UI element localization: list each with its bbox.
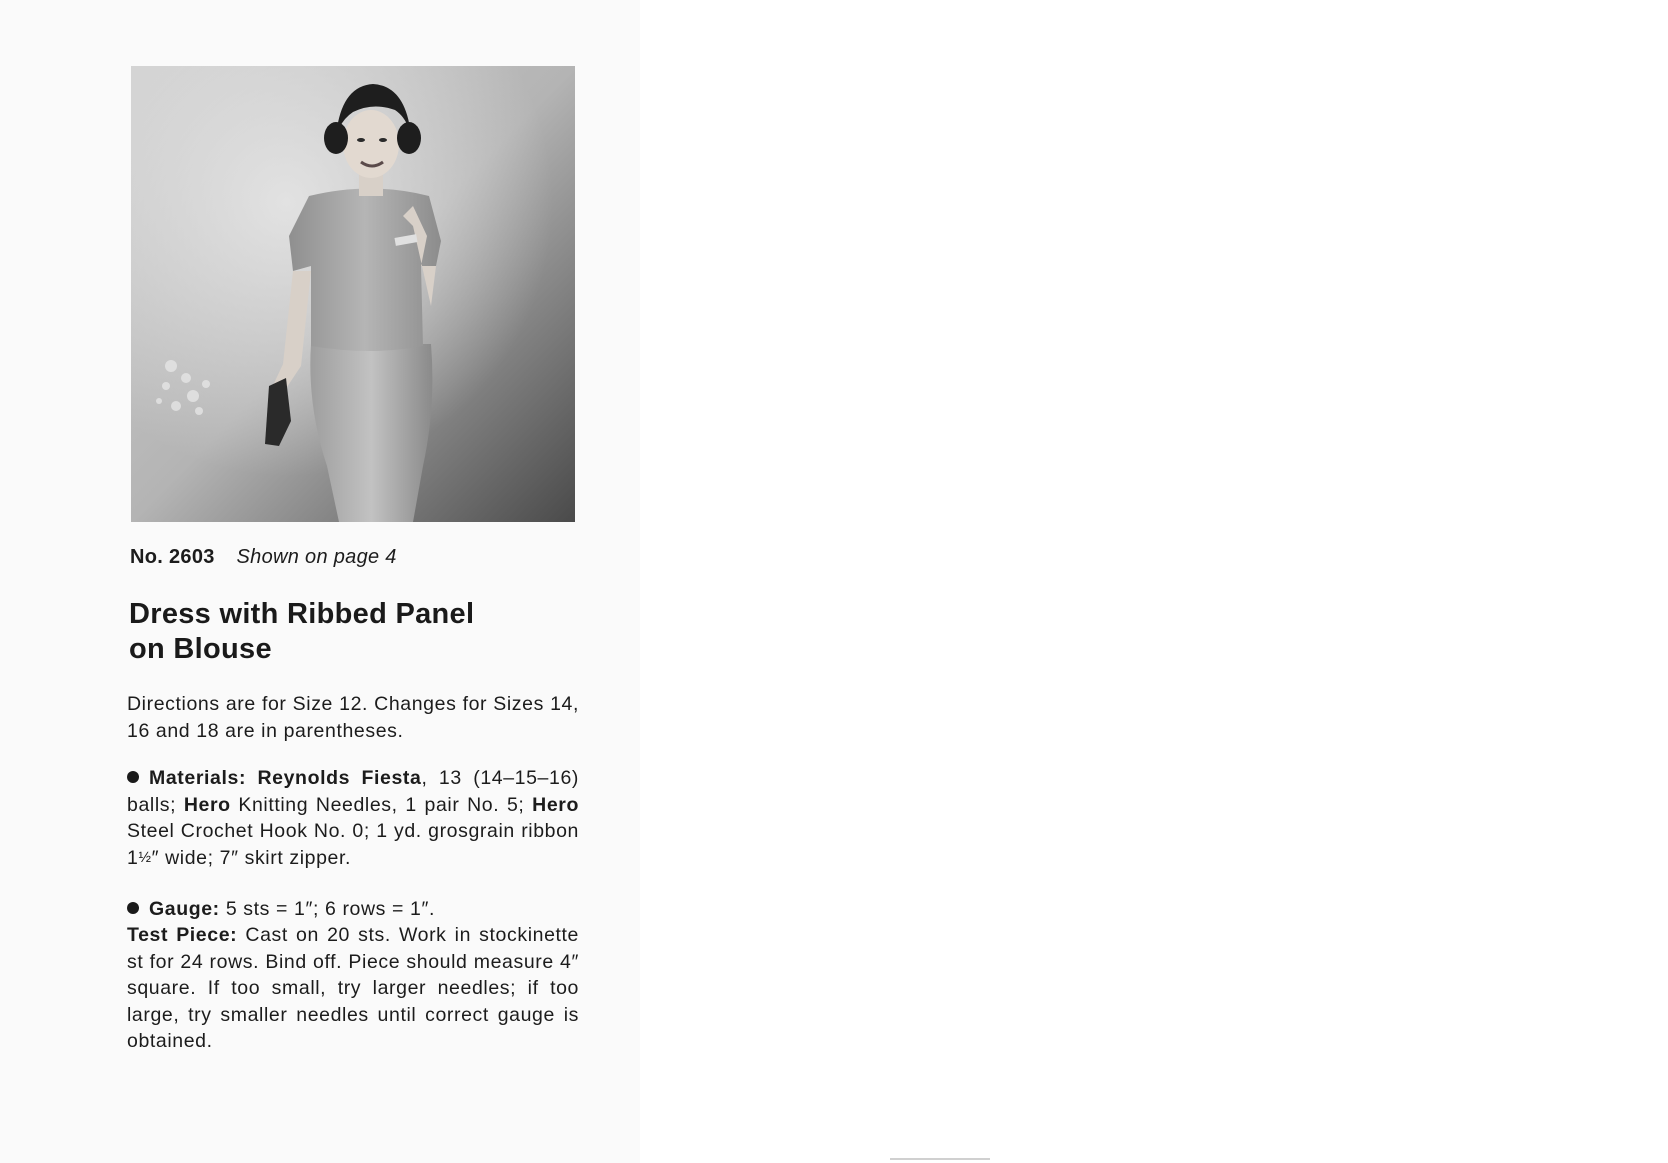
materials-label: Materials: — [149, 767, 247, 789]
test-piece-section — [127, 922, 579, 1055]
page-edge-mark — [890, 1158, 990, 1160]
pattern-title — [129, 597, 599, 667]
pattern-shown-on-page: Shown on page 4 — [236, 546, 397, 568]
pattern-header — [130, 546, 397, 569]
size-directions: Directions are for Size 12. Changes for Sizes 14, 16 and 18 are in parentheses. — [127, 693, 579, 742]
materials-rest: ″ wide; 7″ skirt zipper. — [151, 846, 352, 869]
materials-section — [127, 765, 579, 871]
gauge-text: 5 sts = 1″; 6 rows = 1″. — [225, 898, 436, 920]
title-line-1: Dress with Ribbed Panel — [129, 598, 475, 630]
title-line-2: on Blouse — [129, 633, 272, 665]
ribbon-fraction: ½ — [138, 848, 152, 866]
yarn-brand: Reynolds Fiesta — [257, 767, 422, 789]
model-photo — [131, 66, 575, 522]
right-page — [640, 0, 1668, 1163]
gauge-label: Gauge: — [149, 898, 220, 920]
test-piece-text: Cast on 20 sts. Work in stockinette st for 24 rows. Bind off. Piece should measure 4″ square. If too small, try larger needles; if too large, try smaller needles until correct gauge is obtained. — [127, 924, 579, 1052]
bullet-icon — [127, 771, 139, 783]
needles-text: Knitting Needles, 1 pair No. 5; — [238, 793, 525, 816]
hook-brand: Hero — [532, 793, 579, 816]
yarn-quantity: , 13 (14–15–16) balls; — [127, 767, 579, 816]
pattern-number: No. 2603 — [130, 546, 215, 568]
hook-text: Steel Crochet Hook No. 0; 1 yd. grosgrain ribbon 1 — [127, 820, 579, 869]
gauge-section — [127, 896, 579, 923]
bullet-icon — [127, 902, 139, 914]
needles-brand: Hero — [183, 793, 231, 816]
test-piece-label: Test Piece: — [127, 924, 238, 946]
